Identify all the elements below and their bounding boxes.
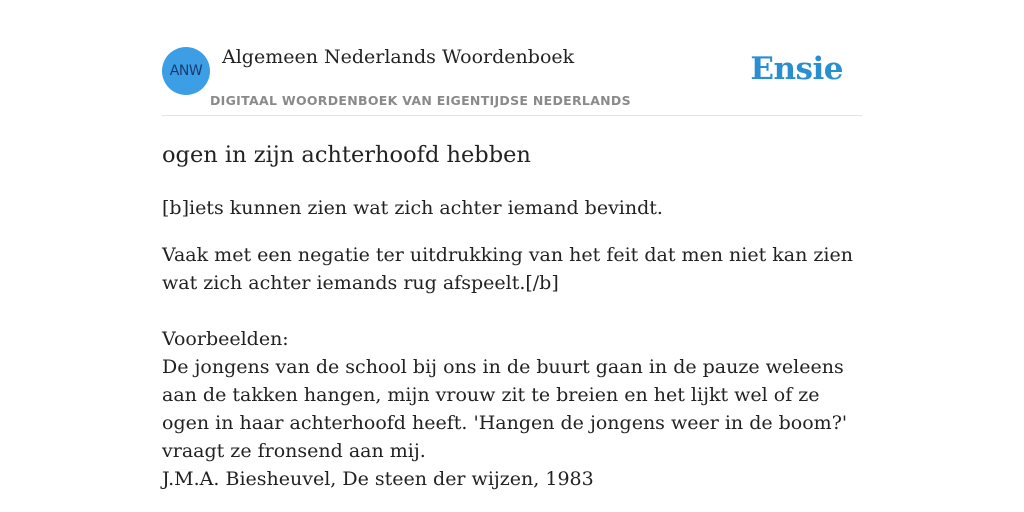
- entry-term: ogen in zijn achterhoofd hebben: [162, 142, 531, 168]
- site-subtitle: DIGITAAL WOORDENBOEK VAN EIGENTIJDSE NEDERLANDS: [210, 93, 631, 108]
- entry-definition: [b]iets kunnen zien wat zich achter iemand bevindt.: [162, 197, 663, 219]
- logo-text: ANW: [169, 63, 203, 79]
- site-title[interactable]: Algemeen Nederlands Woordenboek: [222, 46, 575, 68]
- site-header: [162, 40, 862, 116]
- entry-explanation: Vaak met een negatie ter uitdrukking van het feit dat men niet kan zien wat zich achter iemands rug afspeelt.[/b] Voorbeelden: De jongens van de school bij ons in de buurt gaan in de pauze weleens aan de takken hangen, mijn vrouw zit te breien en het lijkt wel of ze ogen in haar achterhoofd heeft. 'Hangen de jongens weer in de boom?' vraagt ze fronsend aan mij. J.M.A. Biesheuvel, De steen der wijzen, 1983: [162, 244, 853, 490]
- entry-card: [162, 40, 862, 493]
- ensie-brand-logo[interactable]: Ensie: [750, 51, 843, 87]
- anw-logo[interactable]: [162, 47, 210, 95]
